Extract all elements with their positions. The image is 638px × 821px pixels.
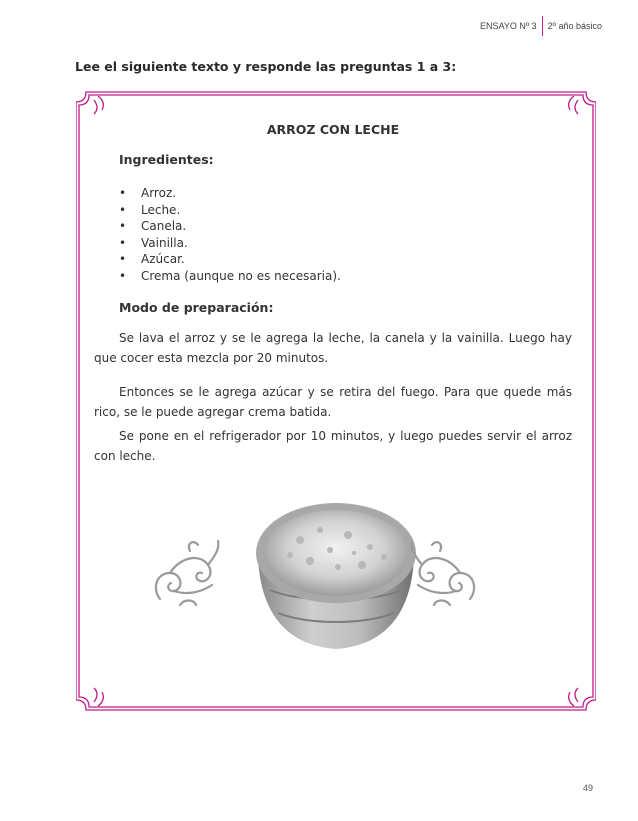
list-item: • Vainilla. xyxy=(119,235,188,250)
list-item: • Arroz. xyxy=(119,186,177,200)
swirl-ornament-icon xyxy=(150,537,222,613)
recipe-title: ARROZ CON LECHE xyxy=(266,122,400,137)
list-item: • Leche. xyxy=(119,202,181,217)
list-item: • Azúcar. xyxy=(119,252,185,266)
bullet-icon: • xyxy=(119,186,127,200)
method-paragraph: Se pone en el refrigerador por 10 minutos, y luego puedes servir el arroz con leche. xyxy=(94,429,572,463)
page-number: 49 xyxy=(582,783,593,793)
grade-label: 2º año básico xyxy=(547,21,602,31)
rice-pudding-bowl-photo xyxy=(250,495,422,655)
header-divider xyxy=(542,16,543,36)
method-paragraph: Se lava el arroz y se le agrega la leche, la canela y la vainilla. Luego hay que cocer esta mezcla por 20 minutos. xyxy=(94,331,572,365)
swirl-ornament-icon xyxy=(408,537,480,613)
bullet-icon: • xyxy=(119,202,127,217)
bullet-icon: • xyxy=(119,219,127,233)
instruction-text: Lee el siguiente texto y responde las preguntas 1 a 3: xyxy=(75,59,457,74)
bullet-icon: • xyxy=(119,235,127,250)
list-item: • Crema (aunque no es necesaria). xyxy=(119,268,341,283)
method-heading: Modo de preparación: xyxy=(119,300,274,315)
illustration-area xyxy=(150,495,480,655)
method-paragraph: Entonces se le agrega azúcar y se retira del fuego. Para que quede más rico, se le puede agregar crema batida. xyxy=(94,385,572,419)
ingredients-heading: Ingredientes: xyxy=(119,152,214,167)
page-header xyxy=(480,17,602,35)
ingredients-list xyxy=(119,185,341,284)
exam-label: ENSAYO Nº 3 xyxy=(480,21,537,31)
list-item: • Canela. xyxy=(119,219,187,233)
bullet-icon: • xyxy=(119,268,127,283)
bullet-icon: • xyxy=(119,252,127,266)
